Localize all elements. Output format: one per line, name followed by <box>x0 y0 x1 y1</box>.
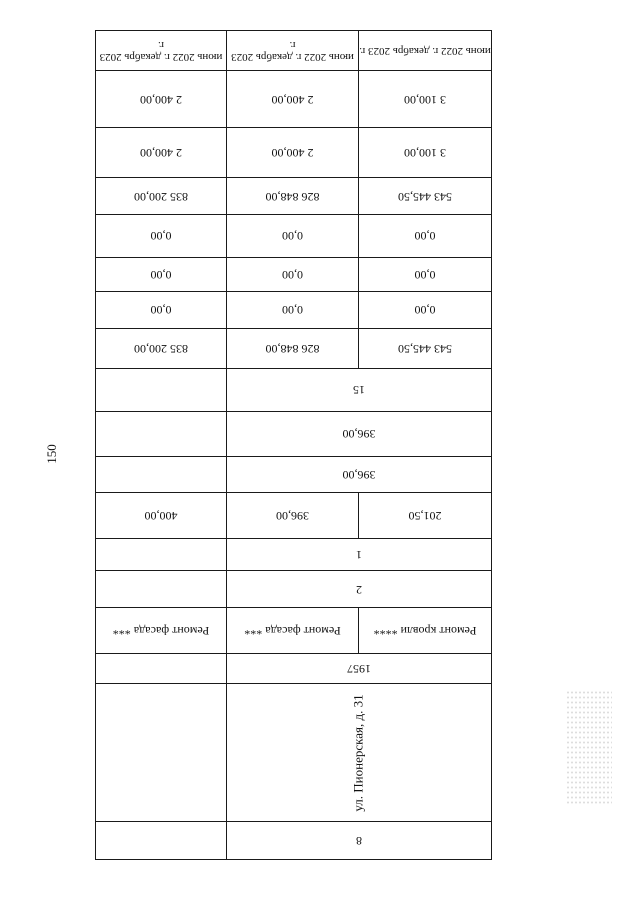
address-text: ул. Пионерская, д. 31 <box>351 693 366 812</box>
table-cell: 2 <box>227 571 492 608</box>
table-cell: Ремонт фасада *** <box>227 608 359 654</box>
table-cell: июнь 2022 г. декабрь 2023 г. <box>359 31 492 71</box>
table-cell: 0,00 <box>227 291 359 328</box>
table-cell: 826 848,00 <box>227 328 359 368</box>
table-row <box>96 257 492 291</box>
table-cell: 543 445,50 <box>359 178 492 215</box>
table-cell: 0,00 <box>359 215 492 257</box>
table-row <box>96 71 492 128</box>
table-cell: Ремонт фасада *** <box>96 608 227 654</box>
page-number: 150 <box>44 444 59 464</box>
table-row <box>96 821 492 859</box>
table-cell: 0,00 <box>359 291 492 328</box>
table-row <box>96 291 492 328</box>
table-row <box>96 539 492 571</box>
table-cell: 15 <box>227 368 492 411</box>
table-cell: 2 400,00 <box>227 71 359 128</box>
table-cell: июнь 2022 г. декабрь 2023 г. <box>227 31 359 71</box>
table-cell <box>96 571 227 608</box>
table-row <box>96 328 492 368</box>
table-cell: 396,00 <box>227 493 359 539</box>
table-cell: 0,00 <box>227 215 359 257</box>
table-cell <box>96 821 227 859</box>
table-row <box>96 571 492 608</box>
table-cell <box>96 539 227 571</box>
table-cell: 1957 <box>227 654 492 684</box>
document-table <box>95 30 492 860</box>
table-row <box>96 368 492 411</box>
table-cell: июнь 2022 г. декабрь 2023 г. <box>96 31 227 71</box>
table-row <box>96 654 492 684</box>
scan-artifact <box>566 690 612 806</box>
table-row <box>96 128 492 178</box>
table-cell: 3 100,00 <box>359 71 492 128</box>
table-cell: 543 445,50 <box>359 328 492 368</box>
table-cell: 201,50 <box>359 493 492 539</box>
table-row <box>96 31 492 71</box>
table-cell <box>227 684 492 821</box>
table-row <box>96 684 492 821</box>
table-row <box>96 456 492 492</box>
table-cell: 2 400,00 <box>96 71 227 128</box>
table-row <box>96 493 492 539</box>
table-cell: 0,00 <box>96 291 227 328</box>
table-cell: 0,00 <box>359 257 492 291</box>
table-cell: 2 400,00 <box>227 128 359 178</box>
table-row <box>96 411 492 456</box>
table-cell: 0,00 <box>96 257 227 291</box>
table-cell: 835 200,00 <box>96 328 227 368</box>
table-cell: 400,00 <box>96 493 227 539</box>
table-cell <box>96 684 227 821</box>
table-cell: 396,00 <box>227 456 492 492</box>
table-cell <box>96 654 227 684</box>
table-row <box>96 215 492 257</box>
table-cell <box>96 456 227 492</box>
table-cell: 826 848,00 <box>227 178 359 215</box>
table-cell <box>96 411 227 456</box>
table-cell: 835 200,00 <box>96 178 227 215</box>
table-cell <box>96 368 227 411</box>
table-cell: 3 100,00 <box>359 128 492 178</box>
table-cell: 0,00 <box>227 257 359 291</box>
table-cell: 0,00 <box>96 215 227 257</box>
table-row <box>96 178 492 215</box>
table-cell: 396,00 <box>227 411 492 456</box>
table-row <box>96 608 492 654</box>
table-cell: 2 400,00 <box>96 128 227 178</box>
table-cell: 1 <box>227 539 492 571</box>
table-cell: Ремонт кровли **** <box>359 608 492 654</box>
table-cell: 8 <box>227 821 492 859</box>
